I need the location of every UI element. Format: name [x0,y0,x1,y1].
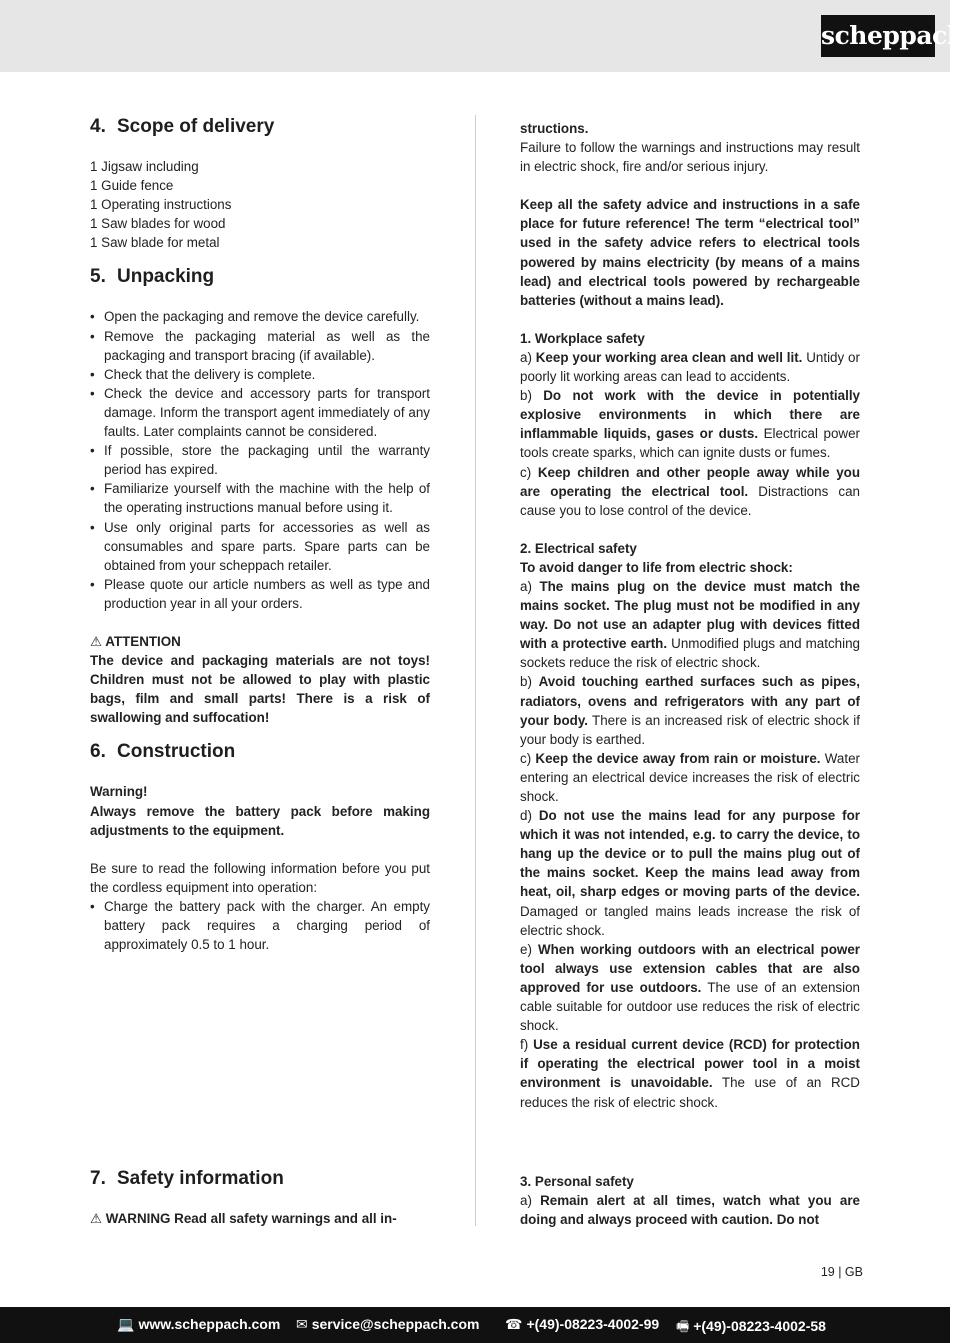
fax-number: +(49)-08223-4002-58 [693,1318,826,1334]
list-item: • Check the device and accessory parts for transport damage. Inform the transport agent immediately of any faults. Later complaints cannot be considered. [90,384,430,441]
workplace-safety-a: a) Keep your working area clean and well lit. Untidy or poorly lit working areas can lead to accidents. [520,349,860,385]
list-item: • Please quote our article numbers as well as type and production year in all your orders. [90,575,430,613]
heading-unpacking: 5. Unpacking [90,266,215,288]
electrical-safety-subtitle: To avoid danger to life from electric shock: [520,559,793,575]
safety-warning-text: ⚠ WARNING Read all safety warnings and all in- [90,1211,397,1226]
construction-list [90,897,430,954]
electrical-safety-a: a) The mains plug on the device must match the mains socket. The plug must not be modified in any way. Do not use an adapter plug with devices fitted with a protective earth. Unmodified plugs and matching sockets reduce the risk of electric shock. [520,578,860,671]
personal-safety-title: 3. Personal safety [520,1174,634,1189]
electrical-safety-b: b) Avoid touching earthed surfaces such as pipes, radiators, ovens and refrigerators with any part of your body. There is an increased risk of electric shock if your body is earthed. [520,674,860,747]
computer-icon: 💻 [117,1316,135,1332]
heading-safety-information: 7. Safety information [90,1168,284,1189]
right-column [520,119,860,1112]
attention-title: ⚠ ATTENTION [90,633,181,649]
continued-text-bold: structions. [520,121,589,136]
scheppach-logo: scheppach [821,15,935,57]
keep-instructions-text: Keep all the safety advice and instructions in a safe place for future reference! The term “electrical tool” used in the safety advice refers to electrical tools powered by mains electricity (by means of a mains lead) and electrical tools powered by rechargeable batteries (without a mains lead). [520,197,860,308]
workplace-safety-title: 1. Workplace safety [520,330,645,346]
unpacking-list [90,307,430,613]
delivery-item: 1 Jigsaw including [90,159,199,174]
delivery-item: 1 Guide fence [90,178,174,194]
attention-text: The device and packaging materials are not toys! Children must not be allowed to play with plastic bags, film and small parts! There is a risk of swallowing and suffocation! [90,653,430,726]
mail-icon: ✉ [296,1316,308,1332]
workplace-safety-c: c) Keep children and other people away while you are operating the electrical tool. Distractions can cause you to lose control of the device. [520,464,861,518]
column-divider [475,115,476,1226]
delivery-list [90,157,430,252]
phone-icon: ☎ [505,1316,523,1332]
continued-text: Failure to follow the warnings and instructions may result in electric shock, fire and/or serious injury. [520,140,860,175]
electrical-safety-d: d) Do not use the mains lead for any purpose for which it was not intended, e.g. to carry the device, to hang up the device or to pull the mains plug out of the mains socket. Keep the mains lead away from heat, oil, sharp edges or moving parts of the device. Damaged or tangled mains leads increase the risk of electric shock. [520,808,860,938]
warning-title: Warning! [90,784,148,800]
delivery-item: 1 Operating instructions [90,197,232,213]
electrical-safety-c: c) Keep the device away from rain or moisture. Water entering an electrical device increases the risk of electric shock. [520,750,861,804]
section-safety-information [90,1168,430,1228]
list-item: • If possible, store the packaging until the warranty period has expired. [90,441,430,479]
workplace-safety-b: b) Do not work with the device in potentially explosive environments in which there are inflammable liquids, gases or dusts. Electrical power tools create sparks, which can ignite dusts or fumes. [520,388,860,461]
electrical-safety-title: 2. Electrical safety [520,540,637,556]
phone-number: +(49)-08223-4002-99 [526,1316,660,1332]
list-item: • Charge the battery pack with the charger. An empty battery pack requires a charging period of approximately 0.5 to 1 hour. [90,897,430,954]
section-personal-safety [520,1172,860,1229]
footer-phone [505,1316,659,1333]
list-item: • Use only original parts for accessories as well as consumables and spare parts. Spare parts can be obtained from your scheppach retailer. [90,518,430,575]
list-item: • Remove the packaging material as well as the packaging and transport bracing (if available). [90,327,430,365]
email-link[interactable]: service@scheppach.com [311,1316,480,1332]
electrical-safety-e: e) When working outdoors with an electrical power tool always use extension cables that are also approved for use outdoors. The use of an extension cable suitable for outdoor use reduces the risk of electric shock. [520,941,860,1034]
page-number: 19 | GB [820,1265,863,1279]
left-column [90,116,430,954]
warning-text: Always remove the battery pack before making adjustments to the equipment. [90,803,430,838]
list-item: • Check that the delivery is complete. [90,365,430,384]
electrical-safety-f: f) Use a residual current device (RCD) for protection if operating the electrical power tool in a moist environment is unavoidable. The use of an RCD reduces the risk of electric shock. [520,1037,860,1110]
footer-fax [676,1316,826,1340]
heading-construction: 6. Construction [90,741,236,763]
list-item: • Open the packaging and remove the device carefully. [90,307,430,326]
footer-email[interactable] [296,1316,479,1333]
footer-website[interactable] [117,1316,280,1333]
delivery-item: 1 Saw blades for wood [90,216,226,232]
footer-bar [0,1307,950,1343]
delivery-item: 1 Saw blade for metal [90,235,220,251]
personal-safety-a: a) Remain alert at all times, watch what you are doing and always proceed with caution. Do not [520,1193,860,1228]
list-item: • Familiarize yourself with the machine with the help of the operating instructions manual before using it. [90,479,430,517]
header-bar [0,0,964,72]
construction-intro: Be sure to read the following information before you put the cordless equipment into operation: [90,860,430,895]
heading-scope-of-delivery: 4. Scope of delivery [90,116,275,137]
website-link[interactable]: www.scheppach.com [138,1316,281,1332]
fax-icon: 🖷 [676,1318,690,1334]
